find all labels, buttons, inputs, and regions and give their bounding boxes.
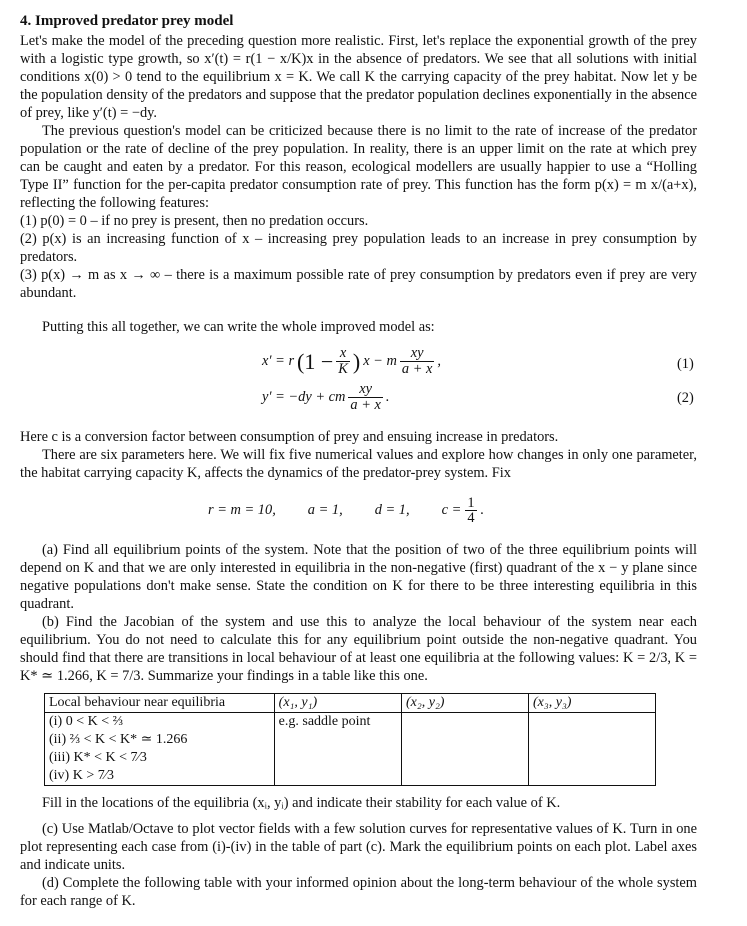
param-d: d = 1,	[374, 502, 410, 518]
eq2-num: xy	[359, 381, 373, 397]
part-b: (b) Find the Jacobian of the system and use this to analyze the local behaviour of the system near each equilibrium. You do not need to calculate this for any equilibrium point outside the non-negative quadrant. You should find that there are transitions in local behaviour of at least one equilibria at the following values: K = 2/3, K = K* ≃ 1.266, K = 7/3. Summarize your findings in a table like this one.	[20, 614, 697, 684]
paragraph-together: Putting this all together, we can write the whole improved model as:	[42, 319, 435, 335]
eq1-close: )	[352, 348, 361, 374]
table-header-row	[45, 694, 656, 713]
table-cell-eq2	[401, 713, 528, 786]
table-cell-eq3	[528, 713, 655, 786]
param-rm: r = m = 10,	[208, 502, 276, 518]
table-header-behaviour: Local behaviour near equilibria	[45, 694, 275, 713]
feature-3: (3) p(x) → m as x → ∞ – there is a maximum possible rate of prey consumption by predators even if prey are very abundant.	[20, 267, 697, 301]
paragraph-parameters: There are six parameters here. We will fix five numerical values and explore how changes in only one parameter, the habitat carrying capacity K, affects the dynamics of the predator-prey system. Fix	[20, 447, 697, 481]
fill-instruction: Fill in the locations of the equilibria (xᵢ, yᵢ) and indicate their stability for each value of K.	[42, 795, 561, 811]
param-c-lhs: c =	[441, 502, 462, 518]
paragraph-holling: The previous question's model can be criticized because there is no limit to the rate of increase of the predator population or the rate of decline of the prey population. In reality, there is an upper limit on the rate at which prey can be caught and eaten by a predator. For this reason, ecological modellers are usually happier to use a “Holling Type II” function for the per-capita predator consumption rate of prey. This function has the form p(x) = m x/(a+x), reflecting the following features:	[20, 123, 697, 211]
table-case-iv: (iv) K > 7⁄3	[49, 768, 115, 783]
table-cell-eq1	[274, 713, 401, 786]
eq2-lhs: y′ = −dy + cm	[262, 389, 346, 405]
table-case-ii: (ii) ⅔ < K < K* ≃ 1.266	[49, 732, 188, 747]
feature-2: (2) p(x) is an increasing function of x – increasing prey population leads to an increase in prey consumption by predators.	[20, 231, 697, 265]
param-c-tail: .	[480, 502, 485, 518]
eq1-frac-den: K	[338, 361, 348, 377]
table-case-i: (i) 0 < K < ⅔	[49, 714, 124, 729]
equation-1-number: (1)	[677, 356, 694, 372]
part-d: (d) Complete the following table with your informed opinion about the long-term behaviour of the whole system for each range of K.	[20, 875, 697, 909]
eq1-den: a + x	[401, 361, 433, 377]
part-c: (c) Use Matlab/Octave to plot vector fields with a few solution curves for representative values of K. Turn in one plot representing each case from (i)-(iv) in the table of part (c). Mark the equilibrium points on each plot. Label axes and indicate units.	[20, 821, 697, 873]
param-c	[442, 496, 485, 525]
paragraph-conversion: Here c is a conversion factor between consumption of prey and ensuing increase in predators.	[20, 429, 559, 445]
table-case-iii: (iii) K* < K < 7⁄3	[49, 750, 147, 765]
eq1-open: (1 −	[297, 348, 334, 374]
table-cases-cell	[45, 713, 275, 786]
param-c-fraction	[465, 496, 476, 525]
param-c-den: 4	[467, 510, 475, 526]
table-header-eq3: (x₃, y₃)	[528, 694, 655, 713]
eq1-num: xy	[410, 345, 424, 361]
parameter-values	[208, 496, 484, 525]
findings-table	[44, 693, 656, 786]
eq1-lhs: x′ = r	[262, 353, 295, 369]
param-c-num: 1	[467, 495, 475, 511]
eq1-frac-num: x	[339, 345, 347, 361]
eq1-fraction-holling	[400, 346, 435, 377]
eq1-mid: x − m	[363, 353, 397, 369]
eq2-den: a + x	[350, 397, 381, 413]
param-a: a = 1,	[307, 502, 343, 518]
equation-2-number: (2)	[677, 390, 694, 406]
table-header-eq2: (x₂, y₂)	[401, 694, 528, 713]
table-example: e.g. saddle point	[278, 714, 371, 729]
part-a: (a) Find all equilibrium points of the system. Note that the position of two of the three equilibrium points will depend on K and that we are only interested in equilibria in the non-negative (first) quadrant of the x − y plane since negative populations don't make sense. State the condition on K for there to be three interesting equilibria in this quadrant.	[20, 542, 697, 612]
table-body-row	[45, 713, 656, 786]
feature-1: (1) p(0) = 0 – if no prey is present, then no predation occurs.	[20, 213, 369, 229]
equation-2	[262, 382, 390, 413]
eq2-tail: .	[385, 389, 390, 405]
table-header-eq1: (x₁, y₁)	[274, 694, 401, 713]
equation-1	[262, 346, 441, 377]
eq2-fraction	[348, 382, 383, 413]
paragraph-intro: Let's make the model of the preceding question more realistic. First, let's replace the exponential growth of the prey with a logistic type growth, so x′(t) = r(1 − x/K)x in the absence of predators. We see that all solutions with initial conditions x(0) > 0 tend to the equilibrium x = K. We call K the carrying capacity of the prey habitat. Now let y be the population density of the predators and suppose that the predator population declines exponentially in the absence of prey, like y′(t) = −dy.	[20, 33, 697, 121]
section-title: 4. Improved predator prey model	[20, 13, 234, 29]
eq1-tail: ,	[437, 353, 442, 369]
eq1-fraction-x-over-k	[336, 346, 350, 377]
